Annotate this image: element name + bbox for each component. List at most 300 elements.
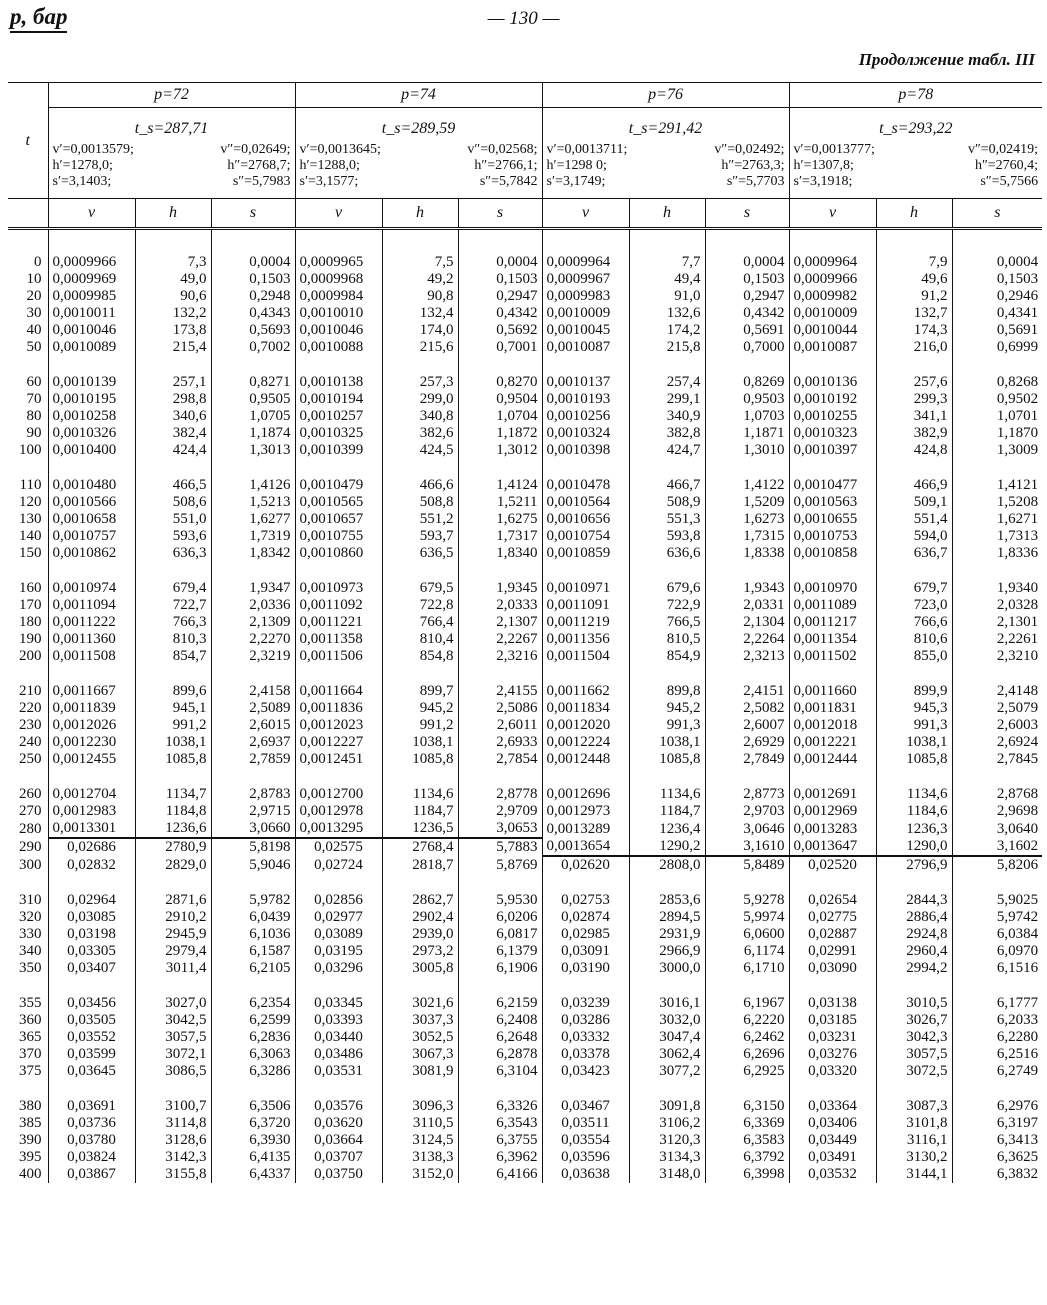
specific-volume-cell: 0,03486: [295, 1046, 382, 1063]
specific-volume-cell: 0,03552: [48, 1029, 135, 1046]
table-row: [8, 614, 1042, 631]
enthalpy-cell: 1184,6: [876, 803, 952, 820]
table-row: [8, 683, 1042, 700]
table-row: [8, 838, 1042, 856]
entropy-cell: 0,2946: [952, 288, 1042, 305]
table-row: [8, 648, 1042, 665]
entropy-cell: 6,2878: [458, 1046, 542, 1063]
enthalpy-cell: 508,8: [382, 494, 458, 511]
specific-volume-cell: 0,0010753: [789, 528, 876, 545]
entropy-cell: 6,3543: [458, 1115, 542, 1132]
specific-volume-cell: 0,03736: [48, 1115, 135, 1132]
specific-volume-cell: 0,0013647: [789, 838, 876, 856]
entropy-cell: 6,3755: [458, 1132, 542, 1149]
entropy-cell: 2,6929: [705, 734, 789, 751]
specific-volume-cell: 0,0010326: [48, 425, 135, 442]
specific-volume-cell: 0,0010009: [789, 305, 876, 322]
entropy-cell: 5,9974: [705, 909, 789, 926]
enthalpy-cell: 3148,0: [629, 1166, 705, 1183]
entropy-cell: 6,3369: [705, 1115, 789, 1132]
enthalpy-cell: 215,8: [629, 339, 705, 356]
saturation-value: h″=2763,3;: [721, 158, 785, 173]
table-row: [8, 494, 1042, 511]
table-row: [8, 1012, 1042, 1029]
entropy-cell: 6,1587: [211, 943, 295, 960]
table-continuation-label: Продолжение табл. III: [858, 50, 1035, 69]
entropy-cell: 2,6015: [211, 717, 295, 734]
entropy-cell: 5,9046: [211, 856, 295, 874]
table-row: [8, 631, 1042, 648]
table-row: [8, 254, 1042, 271]
specific-volume-cell: 0,0012704: [48, 786, 135, 803]
entropy-cell: 2,6937: [211, 734, 295, 751]
temperature-cell: 375: [19, 1063, 42, 1079]
enthalpy-cell: 2871,6: [135, 892, 211, 909]
specific-volume-cell: 0,02724: [295, 856, 382, 874]
temperature-cell: 100: [19, 442, 42, 458]
specific-volume-cell: 0,0010044: [789, 322, 876, 339]
temperature-cell: 230: [19, 717, 42, 733]
enthalpy-cell: 854,7: [135, 648, 211, 665]
enthalpy-cell: 1290,2: [629, 838, 705, 856]
table-row: [8, 1115, 1042, 1132]
entropy-cell: 2,2267: [458, 631, 542, 648]
specific-volume-cell: 0,02977: [295, 909, 382, 926]
specific-volume-cell: 0,0011360: [48, 631, 135, 648]
enthalpy-cell: 132,2: [135, 305, 211, 322]
entropy-cell: 0,0004: [458, 254, 542, 271]
entropy-cell: 3,0653: [458, 820, 542, 838]
specific-volume-cell: 0,03599: [48, 1046, 135, 1063]
saturation-value: h″=2760,4;: [974, 158, 1039, 173]
enthalpy-cell: 132,4: [382, 305, 458, 322]
enthalpy-cell: 722,7: [135, 597, 211, 614]
enthalpy-cell: 466,5: [135, 477, 211, 494]
entropy-cell: 2,9698: [952, 803, 1042, 820]
entropy-cell: 0,9503: [705, 391, 789, 408]
specific-volume-cell: 0,03185: [789, 1012, 876, 1029]
specific-volume-cell: 0,03596: [542, 1149, 629, 1166]
saturation-line: [300, 174, 538, 190]
entropy-cell: 2,7845: [952, 751, 1042, 768]
saturation-value: v″=0,02419;: [967, 142, 1039, 157]
specific-volume-cell: 0,02775: [789, 909, 876, 926]
enthalpy-cell: 2910,2: [135, 909, 211, 926]
enthalpy-cell: 49,4: [629, 271, 705, 288]
enthalpy-cell: 298,8: [135, 391, 211, 408]
entropy-cell: 6,1036: [211, 926, 295, 943]
enthalpy-cell: 766,3: [135, 614, 211, 631]
temperature-cell: 400: [19, 1166, 42, 1182]
table-row: [8, 580, 1042, 597]
enthalpy-cell: 636,6: [629, 545, 705, 562]
enthalpy-cell: 91,2: [876, 288, 952, 305]
entropy-cell: 2,7859: [211, 751, 295, 768]
specific-volume-cell: 0,03780: [48, 1132, 135, 1149]
enthalpy-cell: 382,9: [876, 425, 952, 442]
specific-volume-cell: 0,0011356: [542, 631, 629, 648]
specific-volume-cell: 0,03440: [295, 1029, 382, 1046]
table-row: [8, 1098, 1042, 1115]
entropy-cell: 1,1874: [211, 425, 295, 442]
enthalpy-cell: 3037,3: [382, 1012, 458, 1029]
enthalpy-cell: 3042,5: [135, 1012, 211, 1029]
enthalpy-cell: 3116,1: [876, 1132, 952, 1149]
specific-volume-cell: 0,03511: [542, 1115, 629, 1132]
specific-volume-cell: 0,0010478: [542, 477, 629, 494]
temperature-cell: 130: [19, 511, 42, 527]
specific-volume-cell: 0,0012983: [48, 803, 135, 820]
entropy-cell: 1,7315: [705, 528, 789, 545]
specific-volume-cell: 0,0010859: [542, 545, 629, 562]
specific-volume-cell: 0,03195: [295, 943, 382, 960]
table-row: [8, 477, 1042, 494]
entropy-cell: 2,4151: [705, 683, 789, 700]
entropy-cell: 0,9502: [952, 391, 1042, 408]
entropy-cell: 2,1307: [458, 614, 542, 631]
t-column-spacer: [8, 199, 48, 229]
block-gap: [8, 665, 1042, 683]
entropy-cell: 6,2105: [211, 960, 295, 977]
enthalpy-cell: 3032,0: [629, 1012, 705, 1029]
temperature-cell: 220: [19, 700, 42, 716]
enthalpy-cell: 899,6: [135, 683, 211, 700]
specific-volume-cell: 0,0010087: [542, 339, 629, 356]
specific-volume-cell: 0,03707: [295, 1149, 382, 1166]
entropy-cell: 3,1602: [952, 838, 1042, 856]
entropy-cell: 6,3286: [211, 1063, 295, 1080]
entropy-cell: 6,2599: [211, 1012, 295, 1029]
entropy-cell: 6,3998: [705, 1166, 789, 1183]
enthalpy-cell: 3026,7: [876, 1012, 952, 1029]
entropy-cell: 1,3013: [211, 442, 295, 459]
specific-volume-cell: 0,0010858: [789, 545, 876, 562]
specific-volume-cell: 0,03645: [48, 1063, 135, 1080]
specific-volume-cell: 0,03456: [48, 995, 135, 1012]
entropy-cell: 1,4124: [458, 477, 542, 494]
specific-volume-cell: 0,0013283: [789, 820, 876, 838]
specific-volume-cell: 0,0012978: [295, 803, 382, 820]
enthalpy-cell: 2994,2: [876, 960, 952, 977]
specific-volume-cell: 0,03531: [295, 1063, 382, 1080]
specific-volume-cell: 0,0010257: [295, 408, 382, 425]
enthalpy-cell: 3120,3: [629, 1132, 705, 1149]
entropy-cell: 1,0701: [952, 408, 1042, 425]
specific-volume-cell: 0,03423: [542, 1063, 629, 1080]
temperature-cell: 180: [19, 614, 42, 630]
entropy-cell: 6,1516: [952, 960, 1042, 977]
enthalpy-cell: 132,7: [876, 305, 952, 322]
saturation-value: s″=5,7842: [479, 174, 538, 189]
entropy-cell: 6,0817: [458, 926, 542, 943]
specific-volume-cell: 0,0011217: [789, 614, 876, 631]
temperature-cell: 270: [19, 803, 42, 819]
specific-volume-cell: 0,03407: [48, 960, 135, 977]
enthalpy-cell: 3042,3: [876, 1029, 952, 1046]
table-row: [8, 786, 1042, 803]
entropy-cell: 0,4341: [952, 305, 1042, 322]
entropy-cell: 0,7001: [458, 339, 542, 356]
specific-volume-cell: 0,0011502: [789, 648, 876, 665]
saturation-value: s′=3,1749;: [546, 174, 606, 189]
entropy-cell: 2,7849: [705, 751, 789, 768]
saturation-line: [300, 142, 538, 158]
table-row: [8, 943, 1042, 960]
specific-volume-cell: 0,03664: [295, 1132, 382, 1149]
specific-volume-cell: 0,0010255: [789, 408, 876, 425]
specific-volume-cell: 0,0011358: [295, 631, 382, 648]
enthalpy-cell: 991,2: [135, 717, 211, 734]
saturation-line: [53, 142, 291, 158]
enthalpy-cell: 2780,9: [135, 838, 211, 856]
enthalpy-cell: 174,2: [629, 322, 705, 339]
temperature-cell: 210: [19, 683, 42, 699]
saturation-value: s′=3,1918;: [793, 174, 853, 189]
saturation-line: [547, 158, 785, 174]
enthalpy-cell: 3152,0: [382, 1166, 458, 1183]
specific-volume-cell: 0,03296: [295, 960, 382, 977]
enthalpy-cell: 1134,6: [382, 786, 458, 803]
enthalpy-cell: 90,8: [382, 288, 458, 305]
entropy-cell: 6,3326: [458, 1098, 542, 1115]
enthalpy-cell: 679,5: [382, 580, 458, 597]
entropy-cell: 0,9504: [458, 391, 542, 408]
entropy-cell: 6,2976: [952, 1098, 1042, 1115]
entropy-cell: 1,3012: [458, 442, 542, 459]
table-row: [8, 820, 1042, 838]
entropy-cell: 2,0336: [211, 597, 295, 614]
enthalpy-cell: 508,6: [135, 494, 211, 511]
entropy-cell: 2,1304: [705, 614, 789, 631]
column-header-h: h: [876, 199, 952, 229]
specific-volume-cell: 0,0010565: [295, 494, 382, 511]
entropy-cell: 6,4166: [458, 1166, 542, 1183]
entropy-cell: 1,0705: [211, 408, 295, 425]
enthalpy-cell: 810,3: [135, 631, 211, 648]
entropy-cell: 1,3009: [952, 442, 1042, 459]
specific-volume-cell: 0,0012448: [542, 751, 629, 768]
enthalpy-cell: 3087,3: [876, 1098, 952, 1115]
entropy-cell: 2,6011: [458, 717, 542, 734]
entropy-cell: 0,8268: [952, 374, 1042, 391]
enthalpy-cell: 424,5: [382, 442, 458, 459]
specific-volume-cell: 0,03091: [542, 943, 629, 960]
entropy-cell: 0,4342: [705, 305, 789, 322]
entropy-cell: 1,6271: [952, 511, 1042, 528]
table-row: [8, 545, 1042, 562]
enthalpy-cell: 3128,6: [135, 1132, 211, 1149]
pressure-header: p=72: [48, 83, 295, 108]
temperature-cell: 150: [19, 545, 42, 561]
enthalpy-cell: 340,6: [135, 408, 211, 425]
enthalpy-cell: 2862,7: [382, 892, 458, 909]
enthalpy-cell: 1236,6: [135, 820, 211, 838]
enthalpy-cell: 299,3: [876, 391, 952, 408]
specific-volume-cell: 0,0010400: [48, 442, 135, 459]
specific-volume-cell: 0,0012973: [542, 803, 629, 820]
specific-volume-cell: 0,0011667: [48, 683, 135, 700]
specific-volume-cell: 0,0011354: [789, 631, 876, 648]
enthalpy-cell: 2979,4: [135, 943, 211, 960]
entropy-cell: 6,2749: [952, 1063, 1042, 1080]
specific-volume-cell: 0,03332: [542, 1029, 629, 1046]
enthalpy-cell: 1236,5: [382, 820, 458, 838]
entropy-cell: 6,3962: [458, 1149, 542, 1166]
specific-volume-cell: 0,0011089: [789, 597, 876, 614]
pressure-header: p=78: [789, 83, 1042, 108]
entropy-cell: 2,1301: [952, 614, 1042, 631]
specific-volume-cell: 0,0009964: [789, 254, 876, 271]
temperature-cell: 355: [19, 995, 42, 1011]
specific-volume-cell: 0,0013654: [542, 838, 629, 856]
table-row: [8, 442, 1042, 459]
table-row: [8, 1063, 1042, 1080]
specific-volume-cell: 0,0010970: [789, 580, 876, 597]
specific-volume-cell: 0,0010194: [295, 391, 382, 408]
specific-volume-cell: 0,03491: [789, 1149, 876, 1166]
enthalpy-cell: 1085,8: [382, 751, 458, 768]
enthalpy-cell: 91,0: [629, 288, 705, 305]
entropy-cell: 6,2516: [952, 1046, 1042, 1063]
saturation-value: s′=3,1577;: [299, 174, 359, 189]
enthalpy-cell: 7,7: [629, 254, 705, 271]
specific-volume-cell: 0,0011664: [295, 683, 382, 700]
temperature-cell: 90: [26, 425, 42, 441]
enthalpy-cell: 3011,4: [135, 960, 211, 977]
entropy-cell: 5,9025: [952, 892, 1042, 909]
specific-volume-cell: 0,0010088: [295, 339, 382, 356]
temperature-cell: 70: [26, 391, 42, 407]
entropy-cell: 0,8269: [705, 374, 789, 391]
enthalpy-cell: 1134,6: [876, 786, 952, 803]
column-header-v: v: [789, 199, 876, 229]
saturation-line: [794, 142, 1039, 158]
specific-volume-cell: 0,02985: [542, 926, 629, 943]
specific-volume-cell: 0,0011221: [295, 614, 382, 631]
temperature-cell: 110: [19, 477, 42, 493]
enthalpy-cell: 1038,1: [876, 734, 952, 751]
specific-volume-cell: 0,03406: [789, 1115, 876, 1132]
enthalpy-cell: 722,8: [382, 597, 458, 614]
enthalpy-cell: 49,2: [382, 271, 458, 288]
entropy-cell: 6,2220: [705, 1012, 789, 1029]
specific-volume-cell: 0,0010046: [295, 322, 382, 339]
entropy-cell: 5,8206: [952, 856, 1042, 874]
enthalpy-cell: 299,0: [382, 391, 458, 408]
table-row: [8, 374, 1042, 391]
entropy-cell: 1,5208: [952, 494, 1042, 511]
block-gap: [8, 562, 1042, 580]
specific-volume-cell: 0,0011222: [48, 614, 135, 631]
table-body: [8, 229, 1042, 1184]
entropy-cell: 0,0004: [211, 254, 295, 271]
specific-volume-cell: 0,0010479: [295, 477, 382, 494]
enthalpy-cell: 636,7: [876, 545, 952, 562]
enthalpy-cell: 3142,3: [135, 1149, 211, 1166]
entropy-cell: 1,4126: [211, 477, 295, 494]
entropy-cell: 2,6003: [952, 717, 1042, 734]
table-row: [8, 528, 1042, 545]
specific-volume-cell: 0,03449: [789, 1132, 876, 1149]
entropy-cell: 1,8338: [705, 545, 789, 562]
specific-volume-cell: 0,0010397: [789, 442, 876, 459]
saturation-line: [547, 174, 785, 190]
table-row: [8, 734, 1042, 751]
saturation-value: v″=0,02649;: [220, 142, 291, 157]
specific-volume-cell: 0,03320: [789, 1063, 876, 1080]
specific-volume-cell: 0,0010971: [542, 580, 629, 597]
entropy-cell: 6,0384: [952, 926, 1042, 943]
specific-volume-cell: 0,03364: [789, 1098, 876, 1115]
specific-volume-cell: 0,0009967: [542, 271, 629, 288]
entropy-cell: 3,0646: [705, 820, 789, 838]
specific-volume-cell: 0,03750: [295, 1166, 382, 1183]
entropy-cell: 1,9343: [705, 580, 789, 597]
specific-volume-cell: 0,03345: [295, 995, 382, 1012]
column-header-h: h: [629, 199, 705, 229]
enthalpy-cell: 3124,5: [382, 1132, 458, 1149]
table-row: [8, 322, 1042, 339]
column-header-s: s: [211, 199, 295, 229]
specific-volume-cell: 0,0010136: [789, 374, 876, 391]
entropy-cell: 2,9703: [705, 803, 789, 820]
enthalpy-cell: 7,3: [135, 254, 211, 271]
temperature-cell: 0: [34, 254, 42, 270]
specific-volume-cell: 0,0010477: [789, 477, 876, 494]
specific-volume-cell: 0,0010323: [789, 425, 876, 442]
enthalpy-cell: 257,6: [876, 374, 952, 391]
enthalpy-cell: 3072,1: [135, 1046, 211, 1063]
enthalpy-cell: 854,8: [382, 648, 458, 665]
entropy-cell: 1,4122: [705, 477, 789, 494]
entropy-cell: 6,3413: [952, 1132, 1042, 1149]
temperature-cell: 60: [26, 374, 42, 390]
entropy-cell: 0,7000: [705, 339, 789, 356]
specific-volume-cell: 0,0011506: [295, 648, 382, 665]
entropy-cell: 5,9742: [952, 909, 1042, 926]
table-row: [8, 288, 1042, 305]
table-row: [8, 751, 1042, 768]
specific-volume-cell: 0,03576: [295, 1098, 382, 1115]
entropy-cell: 2,4155: [458, 683, 542, 700]
specific-volume-cell: 0,0011091: [542, 597, 629, 614]
entropy-cell: 1,5211: [458, 494, 542, 511]
entropy-cell: 0,2947: [705, 288, 789, 305]
t-column-header: t: [8, 83, 48, 199]
enthalpy-cell: 3134,3: [629, 1149, 705, 1166]
specific-volume-cell: 0,0010010: [295, 305, 382, 322]
saturation-value: s″=5,7566: [980, 174, 1039, 189]
temperature-cell: 290: [19, 838, 42, 855]
saturation-value: h″=2768,7;: [227, 158, 291, 173]
page-number: — 130 —: [487, 8, 560, 29]
enthalpy-cell: 3057,5: [876, 1046, 952, 1063]
enthalpy-cell: 3114,8: [135, 1115, 211, 1132]
saturation-temperature: t_s=293,22: [789, 108, 1042, 143]
enthalpy-cell: 257,1: [135, 374, 211, 391]
table-row: [8, 995, 1042, 1012]
entropy-cell: 6,3792: [705, 1149, 789, 1166]
enthalpy-cell: 299,1: [629, 391, 705, 408]
entropy-cell: 6,3930: [211, 1132, 295, 1149]
specific-volume-cell: 0,0010258: [48, 408, 135, 425]
enthalpy-cell: 899,8: [629, 683, 705, 700]
entropy-cell: 5,9278: [705, 892, 789, 909]
block-gap: [8, 229, 1042, 255]
entropy-cell: 2,6007: [705, 717, 789, 734]
entropy-cell: 2,2261: [952, 631, 1042, 648]
enthalpy-cell: 3155,8: [135, 1166, 211, 1183]
